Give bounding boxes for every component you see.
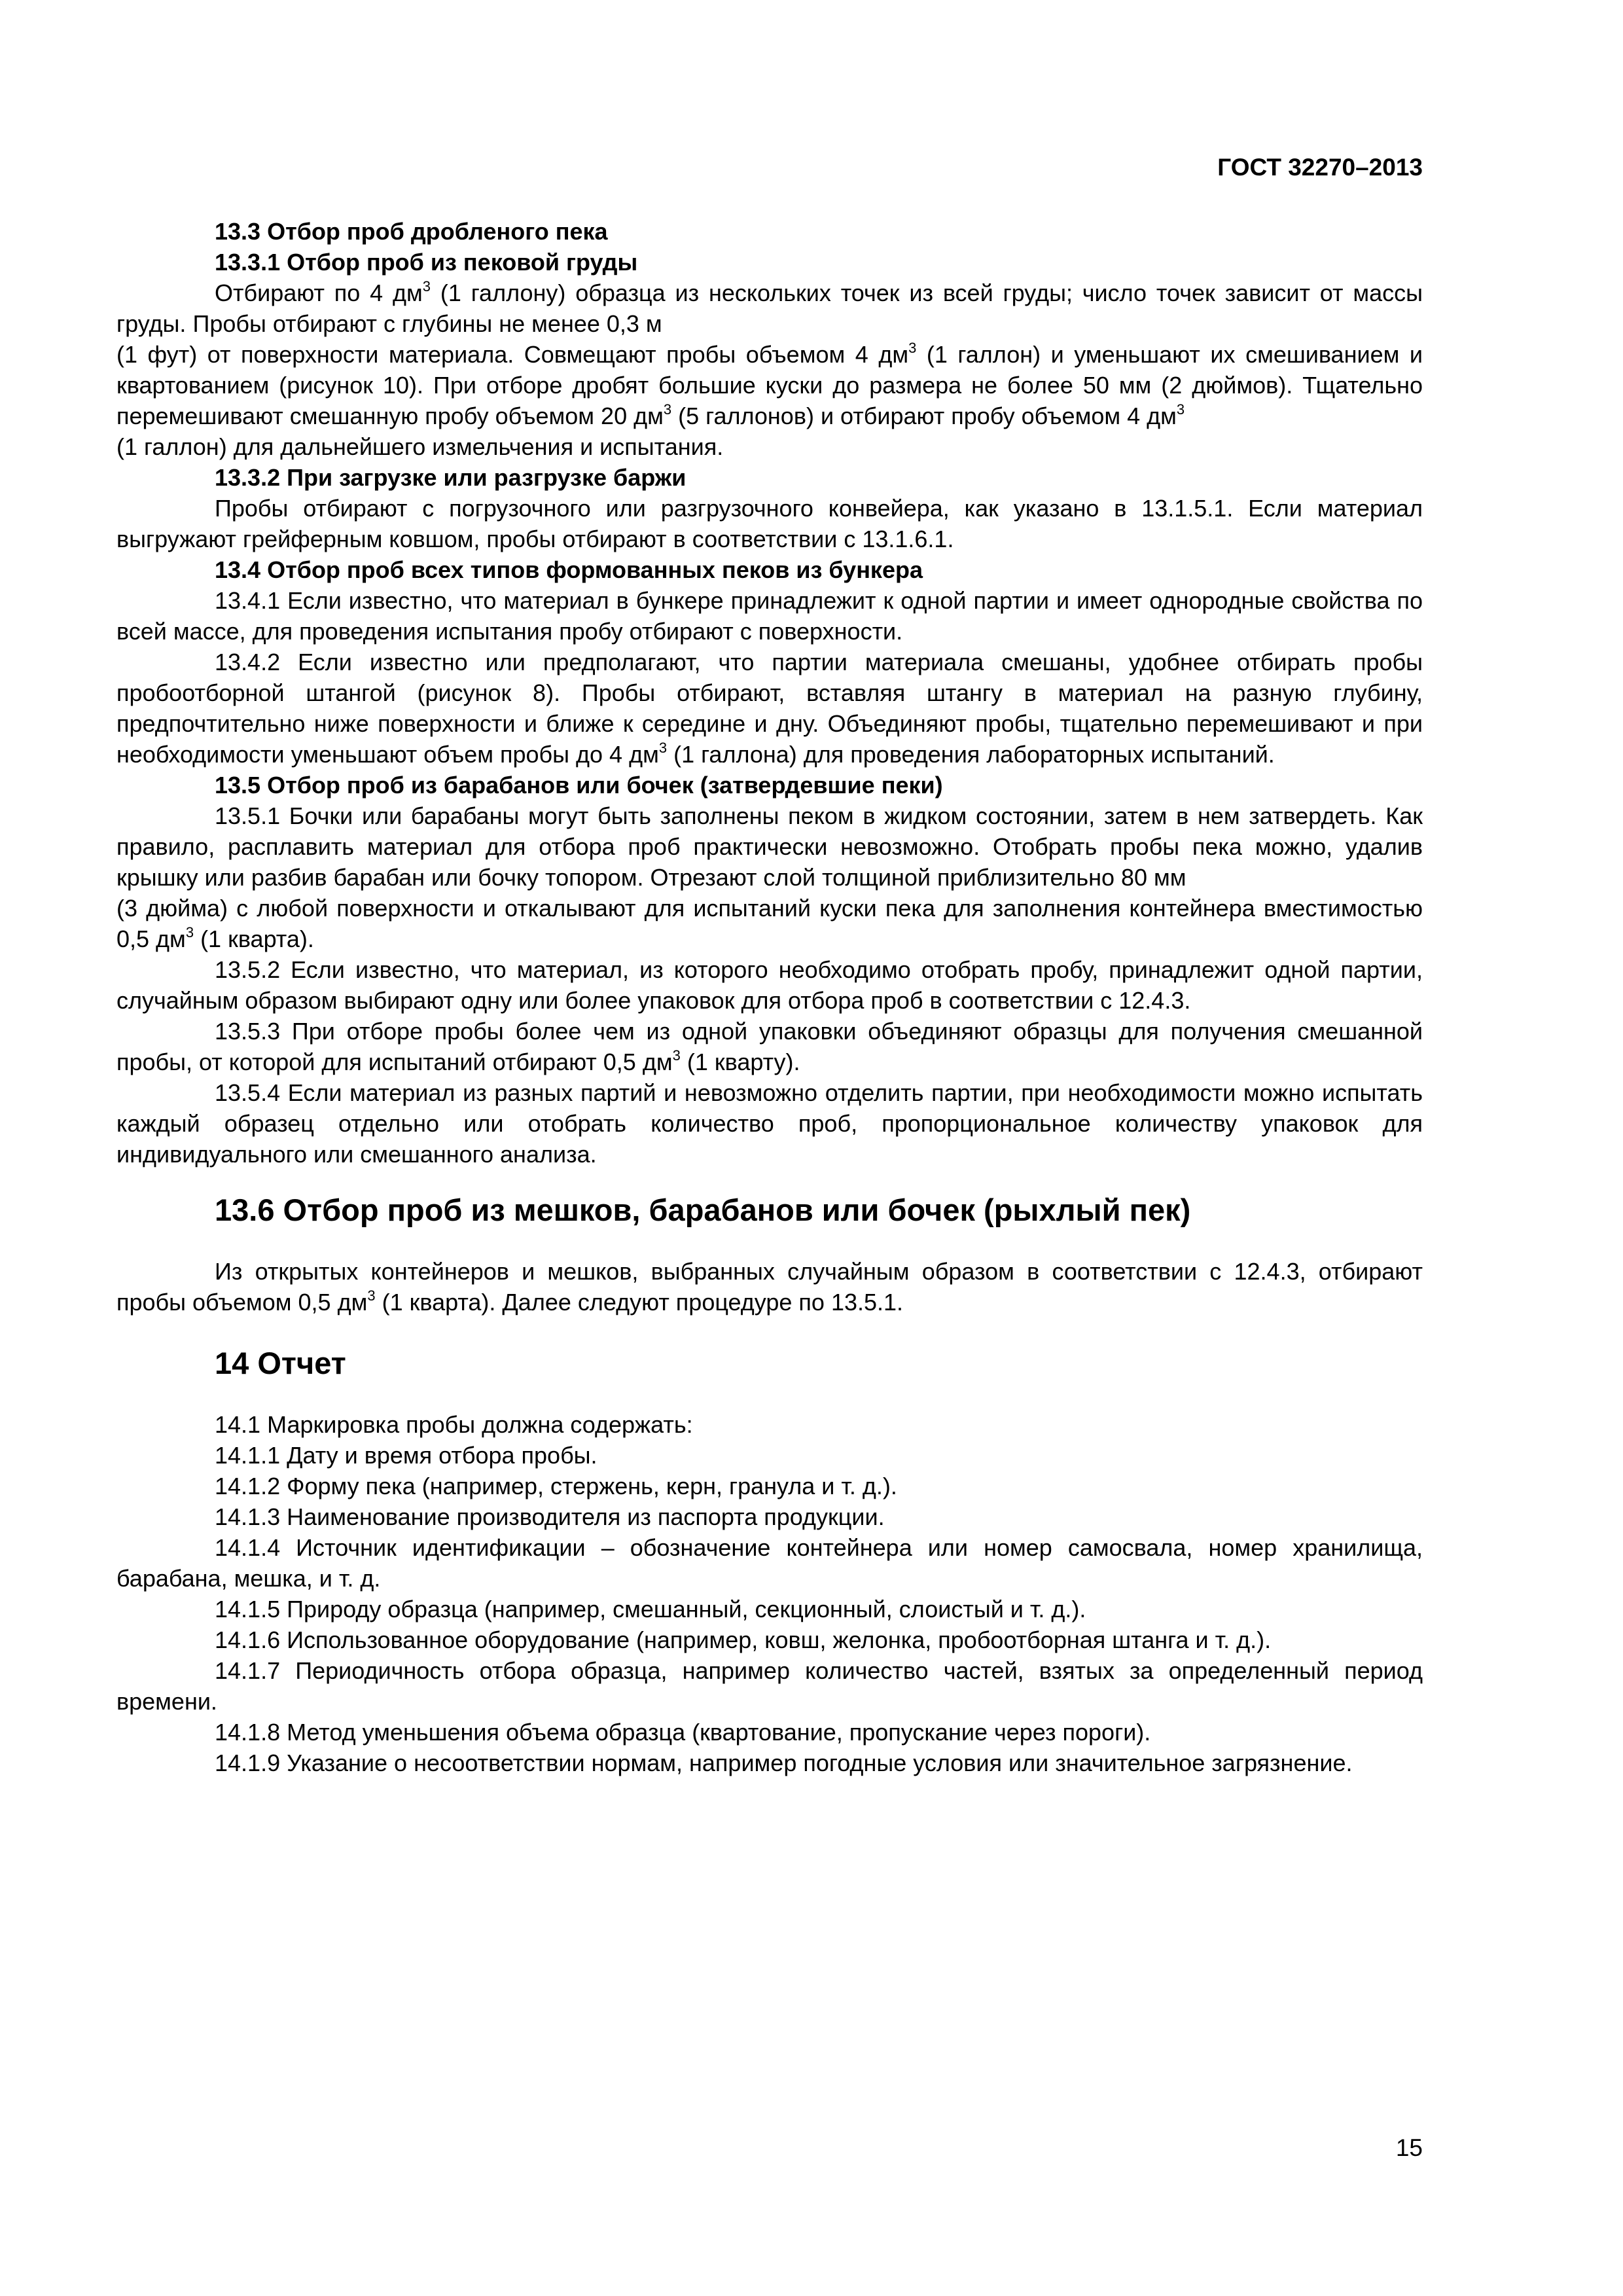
- section-13-4-title: 13.4 Отбор проб всех типов формованных пеков из бункера: [215, 556, 923, 583]
- spacer: [116, 1383, 1423, 1409]
- report-item: 14.1.9 Указание о несоответствии нормам, например погодные условия или значительное загрязнение.: [215, 1749, 1353, 1776]
- report-item: 14.1.3 Наименование производителя из паспорта продукции.: [215, 1503, 885, 1530]
- document-code-header: ГОСТ 32270–2013: [1217, 154, 1423, 181]
- report-item: 14.1 Маркировка пробы должна содержать:: [215, 1411, 693, 1438]
- report-item: 14.1.7 Периодичность отбора образца, например количество частей, взятых за определенный период времени.: [116, 1657, 1423, 1715]
- spacer: [116, 1230, 1423, 1256]
- report-item: 14.1.5 Природу образца (например, смешанный, секционный, слоистый и т. д.).: [215, 1596, 1086, 1623]
- paragraph-13-6: Из открытых контейнеров и мешков, выбранных случайным образом в соответствии с 12.4.3, отбирают пробы объемом 0,5 $дм^3$ (1 кварта). Далее следуют процедуре по 13.5.1.: [116, 1258, 1423, 1316]
- paragraph-13-5-3: 13.5.3 При отборе пробы более чем из одной упаковки объединяют образцы для получения смешанной пробы, от которой для испытаний отбирают 0,5 $дм^3$ (1 кварту).: [116, 1018, 1423, 1075]
- paragraph-13-5-1-cont: (3 дюйма) с любой поверхности и откалывают для испытаний куски пека для заполнения контейнера вместимостью 0,5 $дм^3$ (1 кварта).: [116, 895, 1423, 952]
- paragraph-13-5-1: 13.5.1 Бочки или барабаны могут быть заполнены пеком в жидком состоянии, затем в нем затвердеть. Как правило, расплавить материал для отбора проб практически невозможно. Отобрать пробы пека можно, удалив крышку или разбив барабан или бочку топором. Отрезают слой толщиной приблизительно 80 мм: [116, 802, 1423, 891]
- paragraph-13-5-2: 13.5.2 Если известно, что материал, из которого необходимо отобрать пробу, принадлежит одной партии, случайным образом выбирают одну или более упаковок для отбора проб в соответствии с 12.4.3.: [116, 956, 1423, 1014]
- section-13-3-1-title: 13.3.1 Отбор проб из пековой груды: [215, 249, 638, 276]
- report-item: 14.1.4 Источник идентификации – обозначение контейнера или номер самосвала, номер хранилища, барабана, мешка, и т. д.: [116, 1534, 1423, 1592]
- paragraph-13-5-4: 13.5.4 Если материал из разных партий и невозможно отделить партии, при необходимости можно испытать каждый образец отдельно или отобрать количество проб, пропорциональное количеству упаковок для индивидуального или смешанного анализа.: [116, 1079, 1423, 1168]
- spacer: [116, 1318, 1423, 1344]
- report-item: 14.1.6 Использованное оборудование (например, ковш, желонка, пробоотборная штанга и т. д.).: [215, 1626, 1272, 1653]
- paragraph-13-3-1-c: (1 галлон) для дальнейшего измельчения и испытания.: [116, 433, 724, 460]
- page-number: 15: [1395, 2134, 1423, 2161]
- section-13-5-title: 13.5 Отбор проб из барабанов или бочек (затвердевшие пеки): [215, 772, 943, 798]
- section-13-3-title: 13.3 Отбор проб дробленого пека: [215, 218, 608, 245]
- section-14-title: 14 Отчет: [215, 1346, 346, 1380]
- paragraph-13-3-1-b: (1 фут) от поверхности материала. Совмещают пробы объемом 4 $дм^3$ (1 галлон) и уменьшают их смешиванием и квартованием (рисунок 10). При отборе дробят большие куски до размера не более 50 мм (2 дюймов). Тщательно перемешивают смешанную пробу объемом 20 $дм^3$ (5 галлонов) и отбирают пробу объемом 4 $дм^3$: [116, 340, 1423, 429]
- section-13-6-title: 13.6 Отбор проб из мешков, барабанов или бочек (рыхлый пек): [215, 1193, 1191, 1227]
- page-content: [116, 216, 1423, 1778]
- paragraph-13-3-2: Пробы отбирают с погрузочного или разгрузочного конвейера, как указано в 13.1.5.1. Если материал выгружают грейферным ковшом, пробы отбирают в соответствии с 13.1.6.1.: [116, 495, 1423, 552]
- report-item: 14.1.1 Дату и время отбора пробы.: [215, 1442, 597, 1469]
- section-13-3-2-title: 13.3.2 При загрузке или разгрузке баржи: [215, 464, 687, 491]
- paragraph-13-4-2: 13.4.2 Если известно или предполагают, что партии материала смешаны, удобнее отбирать пробы пробоотборной штангой (рисунок 8). Пробы отбирают, вставляя штангу в материал на разную глубину, предпочтительно ниже поверхности и ближе к середине и дну. Объединяют пробы, тщательно перемешивают и при необходимости уменьшают объем пробы до 4 $дм^3$ (1 галлона) для проведения лабораторных испытаний.: [116, 649, 1423, 768]
- report-item: 14.1.2 Форму пека (например, стержень, керн, гранула и т. д.).: [215, 1473, 897, 1499]
- paragraph-13-4-1: 13.4.1 Если известно, что материал в бункере принадлежит к одной партии и имеет однородные свойства по всей массе, для проведения испытания пробу отбирают с поверхности.: [116, 587, 1423, 645]
- paragraph-13-3-1-a: Отбирают по 4 $дм^3$ (1 галлону) образца из нескольких точек из всей груды; число точек зависит от массы груды. Пробы отбирают с глубины не менее 0,3 м: [116, 278, 1423, 337]
- spacer: [116, 1170, 1423, 1191]
- report-item: 14.1.8 Метод уменьшения объема образца (квартование, пропускание через пороги).: [215, 1719, 1151, 1746]
